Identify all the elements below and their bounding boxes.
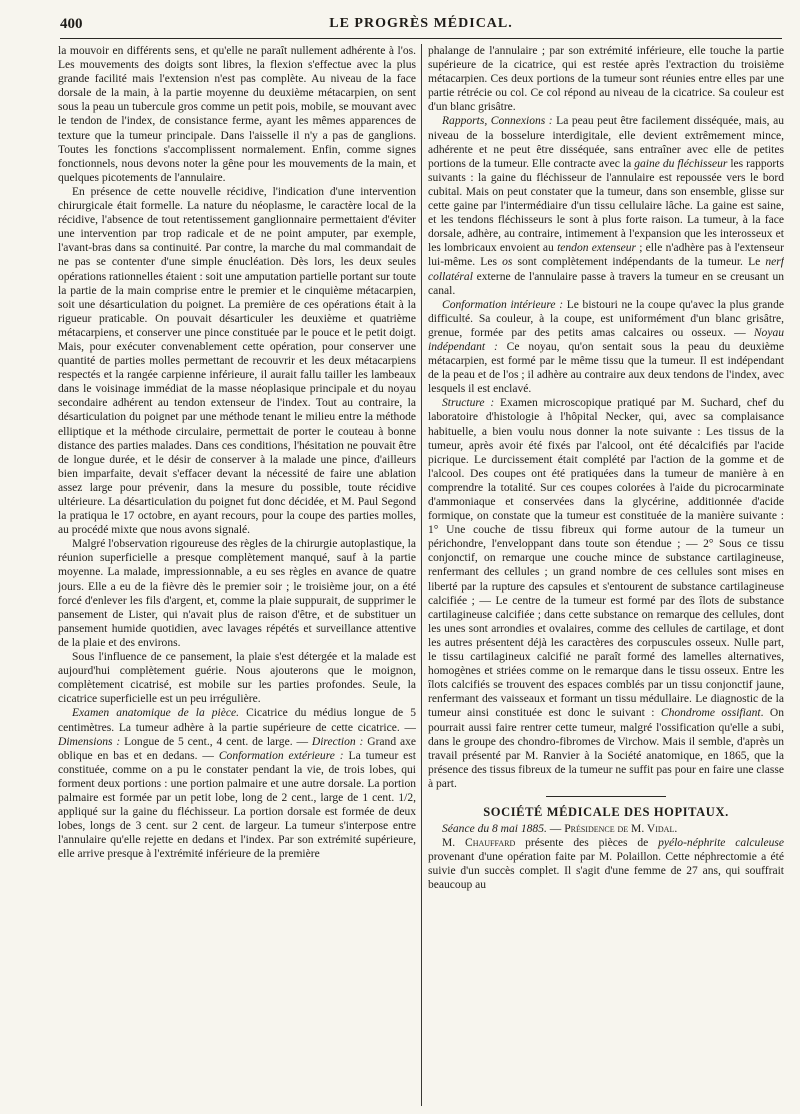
- paragraph: Sous l'influence de ce pansement, la plaie s'est détergée et la malade est aujourd'hui complètement guérie. Nous ajouterons que le moignon, complètement cicatrisé, est mobile sur les parties profondes. Seule, la cicatrice superficielle est un peu irrégulière.: [58, 651, 416, 706]
- subheading-direction: Direction :: [311, 735, 364, 748]
- lead-heading: Structure :: [442, 397, 495, 410]
- page-header: [60, 16, 782, 39]
- paragraph-conformation: Conformation intérieure : Le bistouri ne la coupe qu'avec la plus grande difficulté. Sa couleur, à la coupe, est uniformément d'un blanc grisâtre, grenue, formée par des petits amas calcaires ou osseux. — Noyau indépendant : Ce noyau, qu'on sentait sous la peau du deuxième métacarpien, est formé par le même tissu que la tumeur. Il est indépendant de la peau et de l'os ; il adhère au contraire aux deux tendons de l'index, avec lesquels il est enclavé.: [428, 298, 784, 396]
- paragraph-anatomical-exam: Examen anatomique de la pièce. Cicatrice du médius longue de 5 centimètres. La tumeur adhère à la partie supérieure de cette cicatrice. — Dimensions : Longue de 5 cent., 4 cent. de large. — Direction : Grand axe oblique en bas et en dedans. — Conformation extérieure : La tumeur est constituée, comme on a pu le constater pendant la vie, de trois lobes, qui forment deux portions : une portion palmaire et une autre dorsale. La portion palmaire est formée par un petit lobe, long de 2 cent., large de 1 cent. 1/2, appliqué sur la gaine du fléchisseur. La portion dorsale est formée de deux lobes, longs de 3 cent. sur 2 cent. de largeur. La tumeur s'interpose entre l'annulaire qu'elle rejette en dedans et l'index. Par son extrémité supérieure, elle arrive presque à l'extrémité inférieure de la première: [58, 707, 416, 861]
- section-divider: [546, 796, 666, 797]
- meeting-presidence: — Présidence de M. Vidal.: [546, 823, 678, 836]
- paragraph: la mouvoir en différents sens, et qu'elle ne paraît nullement adhérente à l'os. Les mouvements des doigts sont libres, la flexion s'effectue avec la plus grande facilité mais l'extension n'est pas complète. Au niveau de la face dorsale de la main, à la partie moyenne du deuxième métacarpien, on sent sous la peau un tubercule gros comme un petit pois, mobile, se mouvant avec le tendon de l'index, de consistance ferme, ayant les mêmes apparences de texture que la tumeur principale. Dans l'aisselle il n'y a pas de ganglions. Toutes les fonctions s'accomplissent normalement. Enfin, comme signes fonctionnels, nous devons noter la gêne pour les mouvements de la main, et quelques picotements de l'annulaire.: [58, 45, 416, 184]
- paragraph: En présence de cette nouvelle récidive, l'indication d'une intervention chirurgicale était formelle. La nature du néoplasme, le caractère local de la récidive, l'absence de tout retentissement ganglionnaire permettaient d'éviter une intervention par trop radicale et de ne point amputer, par exemple, l'avant-bras dans sa continuité. Par contre, la marche du mal commandait de ne pas se contenter d'une simple énucléation. Dès lors, les deux seules opérations rationnelles étaient : soit une amputation partielle portant sur toute la partie de la main comprise entre le premier et le cinquième métacarpien, soit une désarticulation du poignet. La première de ces opérations était à la rigueur praticable. On pouvait désarticuler les deuxième et quatrième métacarpiens, et conserver une pince constituée par le pouce et le petit doigt. Mais, pour exécuter convenablement cette opération, pour conserver une quantité de parties molles permettant de recouvrir et les deux métacarpiens respectés et la rangée carpienne inférieure, il aurait fallu tailler les lambeaux dans le voisinage immédiat de la masse néoplasique principale et du noyau secondaire adhérent au tendon extenseur de l'index. Tout au contraire, la désarticulation du poignet par une méthode tenant le milieu entre la méthode elliptique et la méthode circulaire, permettait de porter le couteau à bonne distance des parties malades. Dans ces conditions, l'hésitation ne pouvait être de longue durée, et le désir de conserver à la malade une pince, d'ailleurs bien imparfaite, devait s'effacer devant la nécessité de faire une ablation assez large pour prévenir, dans la mesure du possible, toute récidive ultérieure. La désarticulation du poignet fut donc décidée, et M. Paul Segond la pratiqua le 17 octobre, en ayant recours, pour la coupe des parties molles, au procédé mixte que nous avons signalé.: [58, 185, 416, 537]
- left-column: [58, 44, 416, 1108]
- lead-heading: Conformation intérieure :: [442, 298, 564, 311]
- lead-heading: Examen anatomique de la pièce.: [72, 707, 240, 720]
- right-column: [428, 44, 784, 1110]
- paragraph-rapports: Rapports, Connexions : La peau peut être facilement disséquée, mais, au niveau de la bosselure interdigitale, elle devient extrêmement mince, adhérente et ne peut être disséquée, sans entraîner avec elle de petites portions de la tumeur. Elle contracte avec la gaine du fléchisseur les rapports suivants : la gaine du fléchisseur de l'annulaire est repoussée vers le bord cubital. Mais on peut constater que la tumeur, dans son ensemble, glisse sur cette gaine par l'intermédiaire d'un tissu cellulaire lâche. La gaine est saine, et les tendons fléchisseurs le sont à plus forte raison. La tumeur, à la face dorsale, adhère, au contraire, intimement à l'expansion que les interosseux et les lombricaux envoient au tendon extenseur ; elle n'adhère pas à l'extenseur lui-même. Les os sont complètement indépendants de la tumeur. Le nerf collatéral externe de l'annulaire passe à travers la tumeur en se creusant un canal.: [428, 115, 784, 297]
- italic-term: Chondrome ossifiant: [660, 707, 761, 720]
- lead-heading: Rapports, Connexions :: [442, 115, 553, 128]
- paragraph: M. Chauffard présente des pièces de pyélo-néphrite calculeuse provenant d'une opération faite par M. Polaillon. Cette néphrectomie a été suivie d'un succès complet. Il s'agit d'une femme de 27 ans, qui souffrait beaucoup au: [428, 837, 784, 892]
- section-title: SOCIÉTÉ MÉDICALE DES HOPITAUX.: [483, 804, 729, 819]
- paragraph-structure: Structure : Examen microscopique pratiqué par M. Suchard, chef du laboratoire d'histologie à l'hôpital Necker, qui, avec sa complaisance habituelle, a bien voulu nous donner la note suivante : Les tissus de la tumeur, après avoir été fixés par l'alcool, ont été décalcifiés par l'acide picrique. Le durcissement était complété par l'action de la gomme et de l'alcool. Des coupes ont été pratiquées dans la tumeur de manière à en comprendre la totalité. Sur ces coupes colorées à l'aide du picrocarminate d'ammoniaque et conservées dans la glycérine, additionnée d'acide formique, on constate que la tumeur est constituée de la manière suivante : 1° Une couche de tissu fibreux qui forme autour de la tumeur un périchondre, l'enveloppant dans toute son étendue ; — 2° Sous ce tissu conjonctif, on remarque une couche mince de substance cartilagineuse, renfermant des cellules ; un grand nombre de ces cellules sont mises en liberté par la rupture des capsules et s'entourent de substance cartilagineuse calcifiée ; — Le centre de la tumeur est formé par des îlots de substance cartilagineuse calcifiée ; dans cette substance on remarque des cellules, dont les unes sont arrondies et ovalaires, comme des cellules de cartilage, et dont les autres présentent déjà les caractères des corpuscules osseux. Nulle part, le tissu cartilagineux calcifié ne paraît formé des lamelles alternatives, homogènes et striées comme on le remarque dans le tissu osseux. Entre les îlots calcifiés se trouvent des espaces comblés par un tissu conjonctif jaune, renfermant des vaisseaux et formant un tissu médullaire. Le diagnostic de la tumeur ainsi constituée est donc le suivant : Chondrome ossifiant. On pourrait aussi faire rentrer cette tumeur, malgré l'ossification qu'elle a subi, dans le groupe des chondro-fibromes de Virchow. Mais il semble, d'après un travail présenté par M. Ranvier à la Société anatomique, en 1865, que la présence des tissus fibreux de la tumeur ne suffit pas pour en faire une classe à part.: [428, 397, 784, 790]
- meeting-date: Séance du 8 mai 1885.: [442, 823, 547, 836]
- italic-term: Noyau indépendant :: [428, 326, 784, 353]
- italic-term: pyélo-néphrite calculeuse: [658, 837, 784, 850]
- column-divider: [421, 44, 422, 1106]
- speaker-name: M. Chauffard: [442, 837, 516, 850]
- meeting-line: [428, 822, 784, 836]
- page-number: 400: [60, 16, 83, 32]
- subheading-conformation: Conformation extérieure :: [218, 749, 344, 762]
- paragraph: Malgré l'observation rigoureuse des règles de la chirurgie autoplastique, la réunion superficielle a presque complètement manqué, sauf à la partie moyenne. La malade, impressionnable, a eu ses règles en avance de quatre jours. Elle a eu de la fièvre dès le premier soir ; le troisième jour, on a été forcé d'enlever les fils d'argent, et, comme la plaie suppurait, de supprimer le pansement de Lister, qui n'avait plus de raison d'être, et de substituer un pansement humide quotidien, avec lavages répétés et surveillance attentive de la plaie et des environs.: [58, 538, 416, 649]
- italic-term: gaine du fléchisseur: [634, 157, 728, 170]
- italic-term: nerf collatéral: [428, 256, 784, 283]
- italic-term: os: [502, 256, 513, 269]
- italic-term: tendon extenseur: [557, 242, 636, 255]
- subheading-dimensions: Dimensions :: [58, 735, 121, 748]
- running-title: LE PROGRÈS MÉDICAL.: [329, 16, 513, 31]
- paragraph: phalange de l'annulaire ; par son extrémité inférieure, elle touche la partie supérieure de la cicatrice, qui est restée après l'extraction du troisième métacarpien. Ces deux portions de la tumeur sont réunies entre elles par une partie rétrécie ou col. Ce col répond au niveau de la cicatrice. Sa couleur est d'un blanc grisâtre.: [428, 45, 784, 114]
